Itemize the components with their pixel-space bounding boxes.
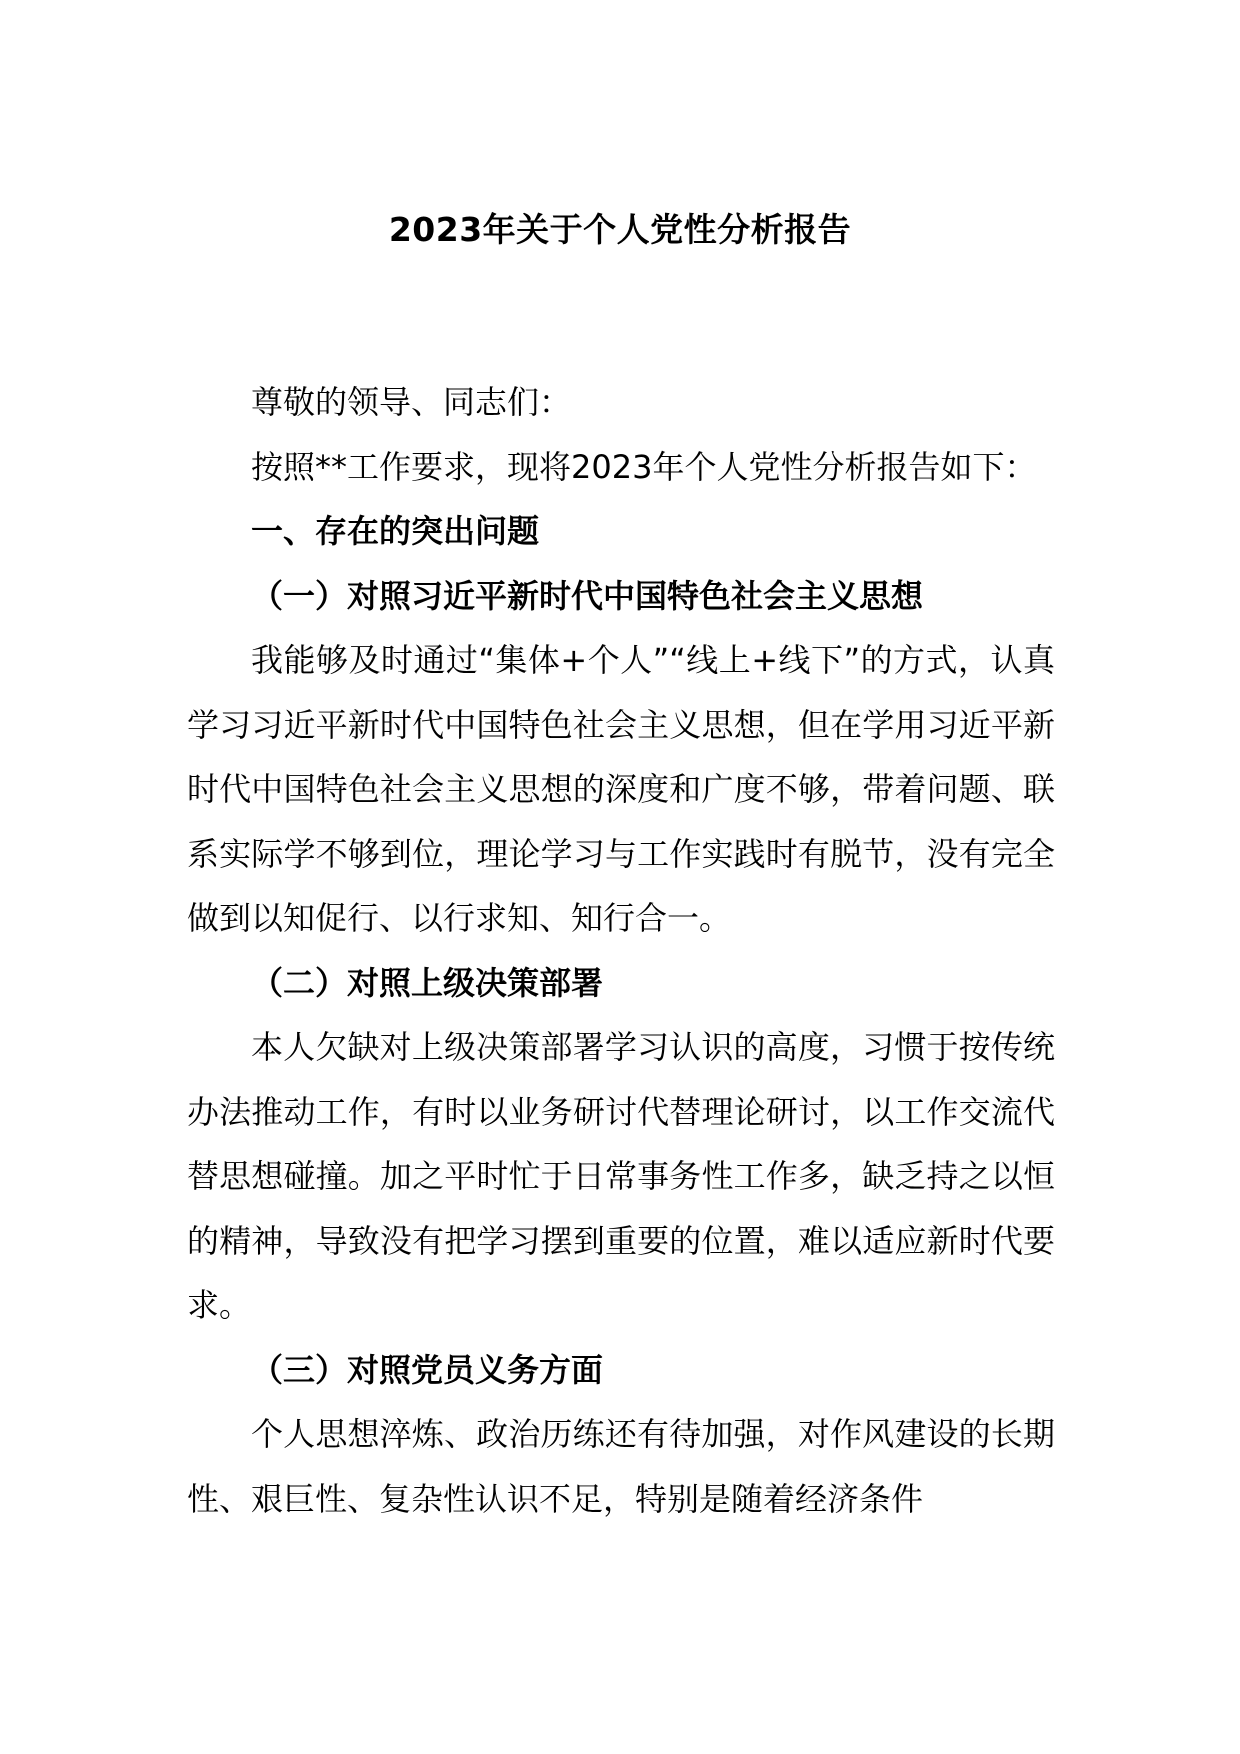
intro-paragraph: 按照**工作要求，现将2023年个人党性分析报告如下： (251, 447, 1037, 486)
subsection-paragraph: 我能够及时通过“集体+个人”“线上+线下”的方式，认真学习习近平新时代中国特色社会主义思想，但在学用习近平新时代中国特色社会主义思想的深度和广度不够，带着问题、联系实际学不够到位，理论学习与工作实践时有脱节，没有完全做到以知促行、以行求知、知行合一。 (187, 641, 1055, 937)
subsection-heading: （三）对照党员义务方面 (251, 1350, 604, 1389)
subsection-paragraph: 个人思想淬炼、政治历练还有待加强，对作风建设的长期性、艰巨性、复杂性认识不足，特别是随着经济条件 (187, 1415, 1055, 1518)
salutation: 尊敬的领导、同志们： (251, 383, 572, 421)
subsection-paragraph: 本人欠缺对上级决策部署学习认识的高度，习惯于按传统办法推动工作，有时以业务研讨代替理论研讨，以工作交流代替思想碰撞。加之平时忙于日常事务性工作多，缺乏持之以恒的精神，导致没有把学习摆到重要的位置，难以适应新时代要求。 (187, 1028, 1055, 1324)
subsection-heading: （二）对照上级决策部署 (251, 963, 604, 1002)
section-heading: 一、存在的突出问题 (251, 512, 540, 550)
document-body (187, 370, 1055, 1531)
document-title: 2023年关于个人党性分析报告 (388, 210, 852, 249)
subsection-heading: （一）对照习近平新时代中国特色社会主义思想 (251, 576, 924, 615)
